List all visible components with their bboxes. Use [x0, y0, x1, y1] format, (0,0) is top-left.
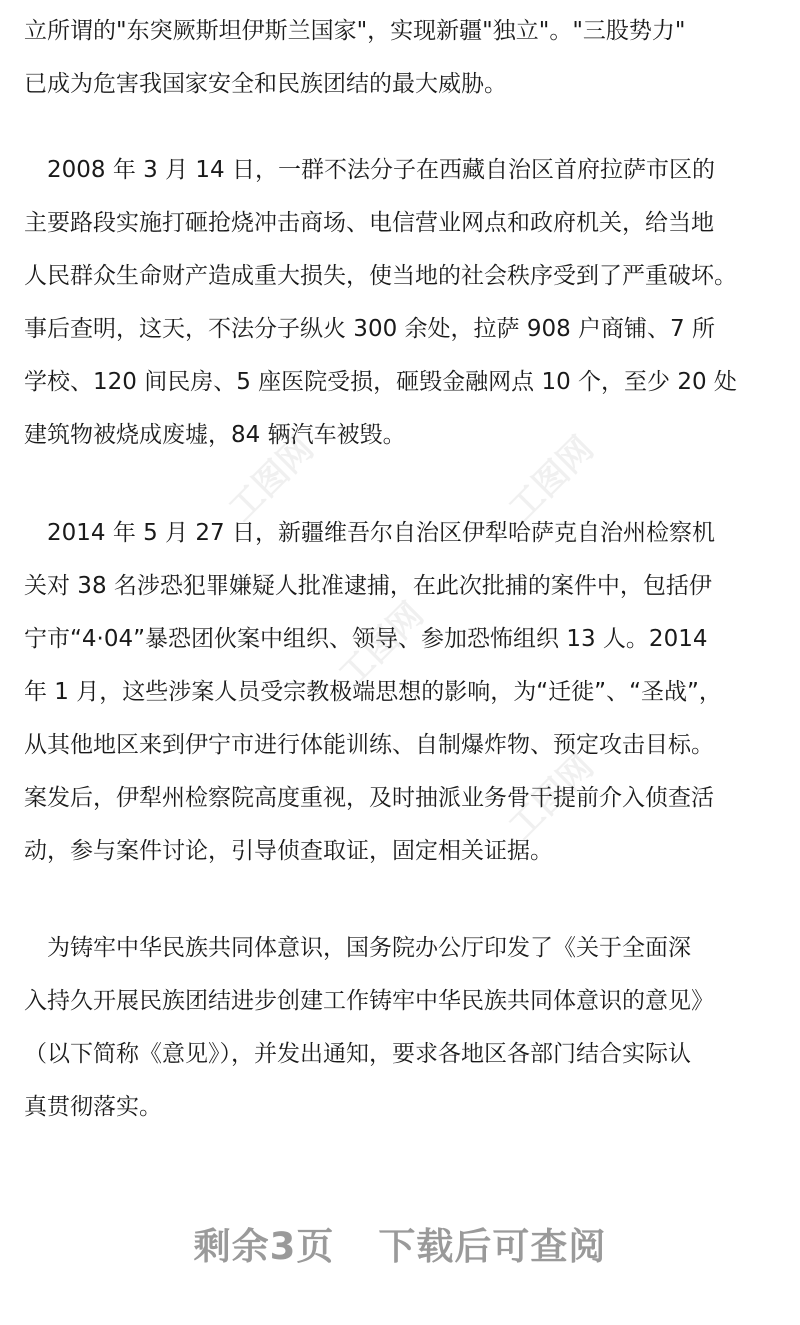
text-line: 事后查明，这天，不法分子纵火 300 余处，拉萨 908 户商铺、7 所: [24, 316, 715, 342]
paragraph-3: [24, 507, 776, 878]
text-line: 真贯彻落实。: [24, 1094, 162, 1120]
paragraph-4: [24, 922, 776, 1134]
text-line: 已成为危害我国家安全和民族团结的最大威胁。: [24, 71, 507, 97]
text-line: 学校、120 间民房、5 座医院受损，砸毁金融网点 10 个，至少 20 处: [24, 369, 737, 395]
text-line: 关对 38 名涉恐犯罪嫌疑人批准逮捕，在此次批捕的案件中，包括伊: [24, 573, 712, 599]
remaining-pages-label: 剩余3页: [193, 1225, 335, 1268]
text-line: 2008 年 3 月 14 日，一群不法分子在西藏自治区首府拉萨市区的: [24, 157, 715, 183]
download-notice[interactable]: [0, 1216, 800, 1270]
text-line: 建筑物被烧成废墟，84 辆汽车被毁。: [24, 422, 406, 448]
paragraph-1: [24, 5, 776, 111]
text-line: 案发后，伊犁州检察院高度重视，及时抽派业务骨干提前介入侦查活: [24, 785, 714, 811]
text-line: （以下简称《意见》），并发出通知，要求各地区各部门结合实际认: [24, 1041, 691, 1067]
watermark: 工图网: [501, 428, 602, 530]
download-to-view-label: 下载后可查阅: [378, 1225, 607, 1268]
text-line: 2014 年 5 月 27 日，新疆维吾尔自治区伊犁哈萨克自治州检察机: [24, 520, 715, 546]
text-line: 入持久开展民族团结进步创建工作铸牢中华民族共同体意识的意见》: [24, 988, 714, 1014]
text-line: 主要路段实施打砸抢烧冲击商场、电信营业网点和政府机关，给当地: [24, 210, 714, 236]
text-line: 年 1 月，这些涉案人员受宗教极端思想的影响，为“迁徙”、“圣战”，: [24, 679, 722, 705]
text-line: 动，参与案件讨论，引导侦查取证，固定相关证据。: [24, 838, 553, 864]
watermark: 工图网: [331, 594, 432, 696]
paragraph-2: [24, 144, 776, 462]
text-line: 人民群众生命财产造成重大损失，使当地的社会秩序受到了严重破坏。: [24, 263, 737, 289]
watermark: 工图网: [221, 428, 322, 530]
text-line: 宁市“4·04”暴恐团伙案中组织、领导、参加恐怖组织 13 人。2014: [24, 626, 708, 652]
watermark: 工图网: [501, 746, 602, 848]
text-line: 从其他地区来到伊宁市进行体能训练、自制爆炸物、预定攻击目标。: [24, 732, 714, 758]
text-line: 立所谓的"东突厥斯坦伊斯兰国家"，实现新疆"独立"。"三股势力": [24, 18, 686, 44]
text-line: 为铸牢中华民族共同体意识，国务院办公厅印发了《关于全面深: [24, 935, 691, 961]
